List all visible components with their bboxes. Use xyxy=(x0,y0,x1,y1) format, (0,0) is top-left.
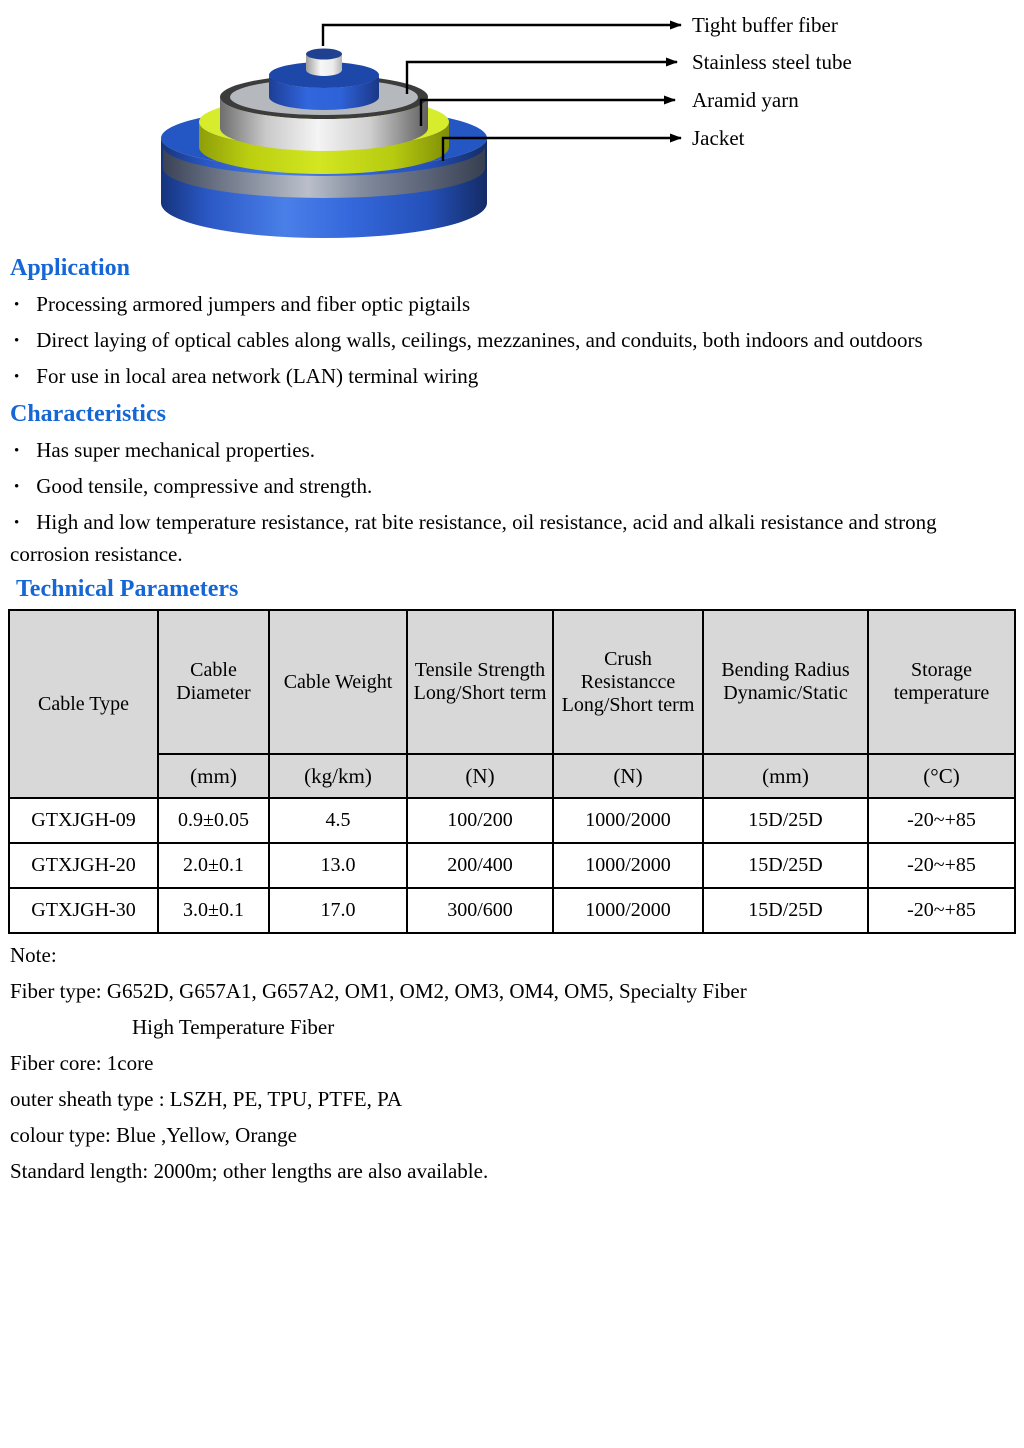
table-cell: -20~+85 xyxy=(868,843,1015,888)
note-title: Note: xyxy=(10,943,57,967)
table-row xyxy=(9,843,1015,888)
table-cell: GTXJGH-30 xyxy=(9,888,158,933)
characteristics-item: • Has super mechanical properties. xyxy=(10,436,1014,468)
table-cell: 15D/25D xyxy=(703,798,868,843)
note-line: High Temperature Fiber xyxy=(132,1015,335,1039)
table-cell: GTXJGH-09 xyxy=(9,798,158,843)
column-unit: (N) xyxy=(553,754,703,798)
diagram-label-tight-buffer-fiber: Tight buffer fiber xyxy=(692,13,838,37)
table-cell: 1000/2000 xyxy=(553,798,703,843)
diagram-label-aramid-yarn: Aramid yarn xyxy=(692,88,799,112)
table-cell: 1000/2000 xyxy=(553,888,703,933)
cable-cross-section-image xyxy=(0,0,1024,250)
column-unit: (kg/km) xyxy=(269,754,407,798)
column-unit: (mm) xyxy=(703,754,868,798)
section-title-characteristics: Characteristics xyxy=(10,401,166,427)
note-line: Fiber core: 1core xyxy=(10,1051,154,1075)
characteristics-item: • Good tensile, compressive and strength. xyxy=(10,472,1014,504)
column-header-cable-weight: Cable Weight xyxy=(269,610,407,754)
note-line: Fiber type: G652D, G657A1, G657A2, OM1, OM2, OM3, OM4, OM5, Specialty Fiber xyxy=(10,979,747,1003)
leader-tight-buffer-fiber xyxy=(323,25,681,46)
section-title-application: Application xyxy=(10,255,131,281)
table-cell: 17.0 xyxy=(269,888,407,933)
table-cell: 3.0±0.1 xyxy=(158,888,269,933)
column-header-cable-type: Cable Type xyxy=(9,610,158,798)
table-cell: 13.0 xyxy=(269,843,407,888)
column-header-bending-radius: Bending Radius Dynamic/Static xyxy=(703,610,868,754)
technical-parameters-table xyxy=(8,609,1016,934)
leader-stainless-steel-tube xyxy=(407,62,677,94)
note-line: outer sheath type : LSZH, PE, TPU, PTFE, PA xyxy=(10,1087,403,1111)
table-cell: -20~+85 xyxy=(868,888,1015,933)
table-header-row xyxy=(9,610,1015,754)
diagram-label-jacket: Jacket xyxy=(692,126,745,150)
table-cell: -20~+85 xyxy=(868,798,1015,843)
characteristics-item: • High and low temperature resistance, rat bite resistance, oil resistance, acid and alkali resistance and strong corrosion resistance. xyxy=(10,508,1014,569)
diagram-label-stainless-steel-tube: Stainless steel tube xyxy=(692,50,852,74)
fiber-tube xyxy=(306,49,342,77)
note-line: Standard length: 2000m; other lengths are also available. xyxy=(10,1159,489,1183)
table-cell: 0.9±0.05 xyxy=(158,798,269,843)
cable-diagram xyxy=(0,0,1024,250)
column-unit: (mm) xyxy=(158,754,269,798)
column-header-crush-resistance: Crush Resistancce Long/Short term xyxy=(553,610,703,754)
table-row xyxy=(9,798,1015,843)
table-cell: 200/400 xyxy=(407,843,553,888)
column-header-cable-diameter: Cable Diameter xyxy=(158,610,269,754)
column-unit: (N) xyxy=(407,754,553,798)
section-title-technical-parameters: Technical Parameters xyxy=(16,576,239,602)
table-cell: 100/200 xyxy=(407,798,553,843)
table-row xyxy=(9,888,1015,933)
table-cell: 1000/2000 xyxy=(553,843,703,888)
table-units-row xyxy=(9,754,1015,798)
table-cell: 15D/25D xyxy=(703,843,868,888)
table-cell: 4.5 xyxy=(269,798,407,843)
application-item: • Processing armored jumpers and fiber optic pigtails xyxy=(10,290,1014,322)
table-cell: GTXJGH-20 xyxy=(9,843,158,888)
application-item: • Direct laying of optical cables along walls, ceilings, mezzanines, and conduits, both indoors and outdoors xyxy=(10,326,1014,358)
application-item: • For use in local area network (LAN) terminal wiring xyxy=(10,362,1014,394)
note-line: colour type: Blue ,Yellow, Orange xyxy=(10,1123,297,1147)
page-content xyxy=(0,254,1024,1186)
column-unit: (°C) xyxy=(868,754,1015,798)
table-cell: 2.0±0.1 xyxy=(158,843,269,888)
notes-section xyxy=(10,940,1014,1186)
column-header-tensile-strength: Tensile Strength Long/Short term xyxy=(407,610,553,754)
table-cell: 15D/25D xyxy=(703,888,868,933)
column-header-storage-temperature: Storage temperature xyxy=(868,610,1015,754)
table-cell: 300/600 xyxy=(407,888,553,933)
